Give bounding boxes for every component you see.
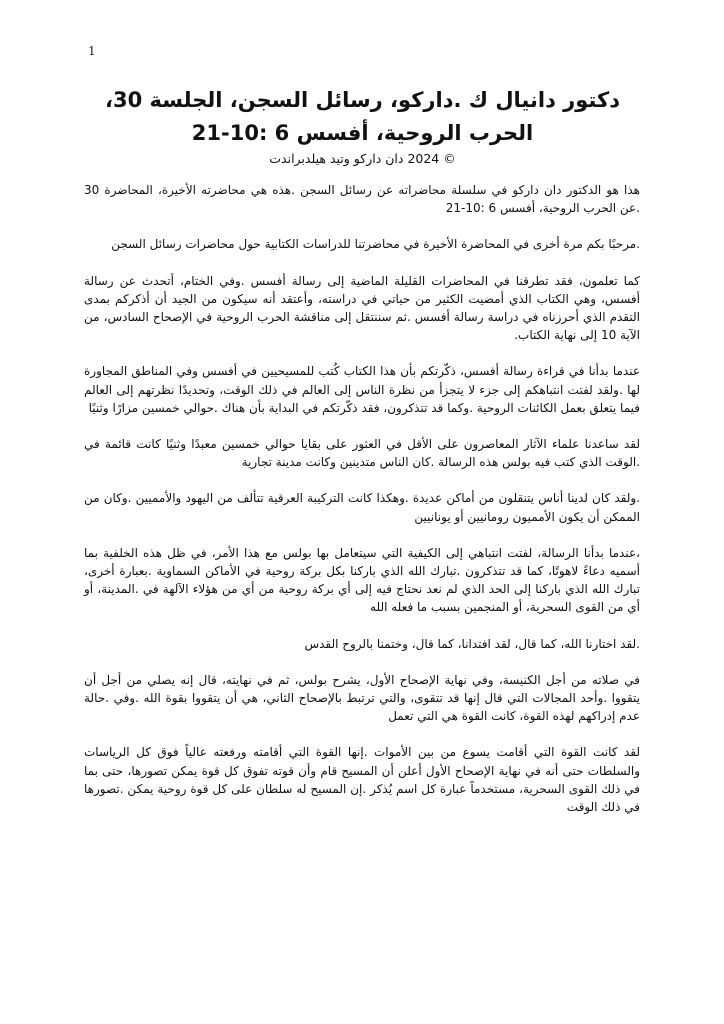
paragraph: كما تعلمون، فقد تطرقنا في المحاضرات القليلة الماضية إلى رسالة أفسس .وفي الختام، أتحدث عن رسالة أفسس، وهي الكتاب الذي أمضيت الكثير من حياتي في دراسته، وأعتقد أنه سيكون من الجيد أن أذكركم بمدى التقدم الذي أحرزناه في دراسة رسالة أفسس .ثم سننتقل إلى مناقشة الحرب الروحية في الإصحاح السادس، من الآية 10 إلى نهاية الكتاب.	[84, 273, 640, 343]
paragraph: .ولقد كان لدينا أناس يتنقلون من أماكن عديدة .وهكذا كانت التركيبة العرقية تتألف من اليهود والأمميين .وكان من الممكن أن يكون الأمميون رومانيين أو يونانيين	[84, 491, 640, 524]
paragraph: في صلاته من أجل الكنيسة، وفي نهاية الإصحاح الأول، يشرح بولس، ثم في نهايته، قال إنه يصلي من أجل أن يتقووا .وأحد المجالات التي قال إنها قد تتقوى، والتي ترتبط بالإصحاح الثاني، هي أن يتقووا بقوة الله .وفي .حالة عدم إدراكهم لهذه القوة، كانت القوة هي التي تعمل	[84, 672, 640, 724]
paragraph: هذا هو الدكتور دان داركو في سلسلة محاضراته عن رسائل السجن .هذه هي محاضرته الأخيرة، المحاضرة 30 .عن الحرب الروحية، أفسس 6 :10-21	[84, 183, 640, 216]
copyright-line: © 2024 دان داركو وتيد هيلدبراندت	[269, 151, 456, 166]
paragraph: ،عندما بدأنا الرسالة، لفتت انتباهي إلى الكيفية التي سيتعامل بها بولس مع هذا الأمر، في ظل هذه الخلفية بما أسميه دعاءً لاهوتًا، كما قد تتذكرون .تبارك الله الذي باركنا بكل بركة روحية في الأماكن السماوية .بعبارة أخرى، تبارك الله الذي باركنا إلى الحد الذي لم نعد نحتاج فيه إلى أي بركة روحية من أي من هؤلاء الآلهة في .المدينة، أو أي من القوى السحرية، أو المنجمين بسبب ما فعله الله	[84, 545, 640, 615]
document-title: دكتور دانيال ك .داركو، رسائل السجن، الجلسة 30، الحرب الروحية، أفسس 6 :10-21	[104, 88, 620, 145]
document-body	[84, 181, 640, 834]
paragraph: لقد ساعدنا علماء الآثار المعاصرون على الأقل في العثور على بقايا حوالي خمسين معبدًا وثنيًا كانت قائمة في .الوقت الذي كتب فيه بولس هذه الرسالة .كان الناس متدينين وكانت مدينة تجارية	[84, 437, 640, 470]
paragraph: .لقد اختارنا الله، كما قال، لقد افتدانا، كما قال، وختمنا بالروح القدس	[304, 636, 640, 651]
paragraph: لقد كانت القوة التي أقامت يسوع من بين الأموات .إنها القوة التي أقامته ورفعته عالياً فوق كل الرياسات والسلطات حتى أنه في نهاية الإصحاح الأول أعلن أن المسيح قام وأن قوته تفوق كل قوة يمكن تصورها، حتى بما في ذلك القوى السحرية، مستخدماً عبارة كل اسم يُذكر .إن المسيح له سلطان على كل قوة روحية يمكن .تصورها في ذلك الوقت	[84, 745, 640, 815]
paragraph: .مرحبًا بكم مرة أخرى في المحاضرة الأخيرة في محاضرتنا للدراسات الكتابية حول محاضرات رسائل السجن	[111, 237, 640, 252]
paragraph: عندما بدأنا في قراءة رسالة أفسس، ذكّرتكم بأن هذا الكتاب كُتب للمسيحيين في أفسس وفي المناطق المجاورة لها .ولقد لفتت انتباهكم إلى جزء لا يتجزأ من نظرة الناس إلى العالم في ذلك الوقت، وتحديدًا نظرتهم إلى العالم فيما يتعلق بعمل الكائنات الروحية .وكما قد تتذكرون، فقد ذكّرتكم في البداية بأن هناك .حوالي خمسين مزارًا وثنيًا	[84, 364, 640, 415]
page-number: 1	[88, 44, 96, 58]
